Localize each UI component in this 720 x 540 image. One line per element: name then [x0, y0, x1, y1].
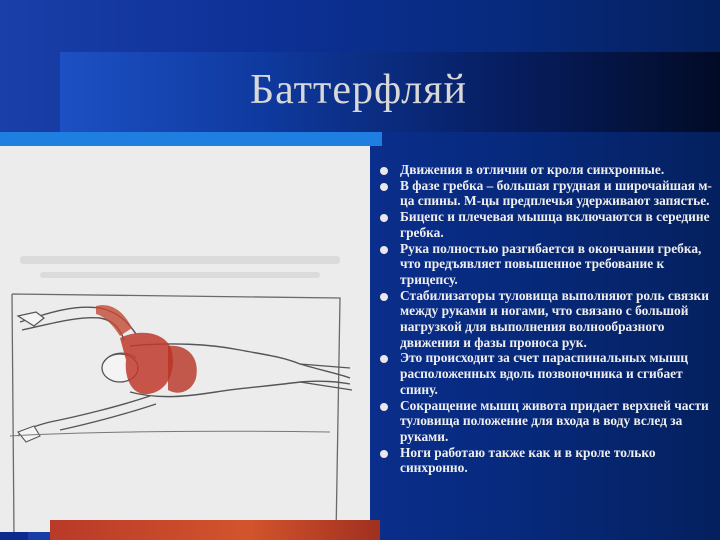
list-item: [378, 288, 718, 351]
list-item: [378, 241, 718, 288]
bullet-text: В фазе гребка – большая грудная и широчайшая м-ца спины. М-цы предплечья удерживают запястье.: [400, 177, 712, 209]
red-accent-bar: [50, 520, 380, 540]
bullet-icon: [380, 167, 388, 175]
bullet-text: Это происходит за счет параспинальных мышц расположенных вдоль позвоночника и сгибает спину.: [400, 350, 689, 397]
bullet-icon: [380, 214, 388, 222]
bullet-text: Сокращение мышц живота придает верхней части туловища положение для входа в воду вслед за руками.: [400, 397, 709, 444]
list-item: [378, 162, 718, 178]
list-item: [378, 178, 718, 209]
bullet-text: Бицепс и плечевая мышца включаются в середине гребка.: [400, 209, 710, 240]
list-item: [378, 350, 718, 397]
bullet-icon: [380, 355, 388, 363]
bullet-text: Ноги работаю также как и в кроле только синхронно.: [400, 444, 656, 476]
swimmer-drawing: [0, 146, 370, 532]
list-item: [378, 398, 718, 445]
bullet-list: [378, 162, 718, 476]
bullet-text: Стабилизаторы туловища выполняют роль связки между руками и ногами, что связано с большой нагрузкой для выполнения волнообразного движения и фазы проноса рук.: [400, 287, 709, 350]
bullet-text: Движения в отличии от кроля синхронные.: [400, 162, 665, 177]
bullet-icon: [380, 183, 388, 191]
bullet-text: Рука полностью разгибается в окончании гребка, что предъявляет повышенное требование к трицепсу.: [400, 240, 702, 287]
bullet-icon: [380, 246, 388, 254]
bullet-icon: [380, 450, 388, 458]
swimmer-illustration: [0, 146, 370, 532]
bullet-icon: [380, 293, 388, 301]
slide-title: Баттерфляй: [250, 67, 467, 113]
bullet-icon: [380, 403, 388, 411]
list-item: [378, 209, 718, 240]
list-item: [378, 445, 718, 476]
title-underline: [0, 132, 382, 146]
